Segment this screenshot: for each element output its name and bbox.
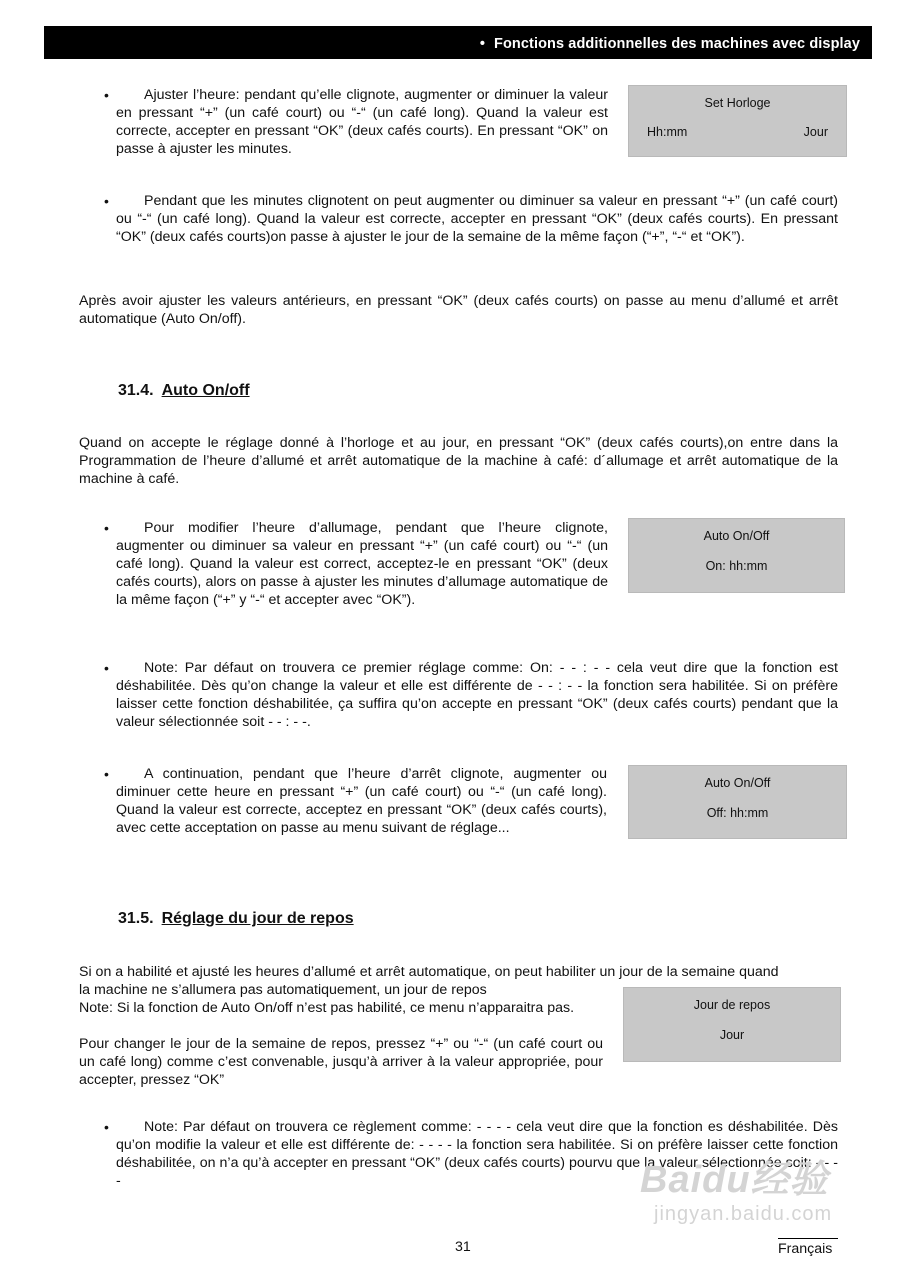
section-heading-auto-onoff [118,382,250,400]
paragraph-on-default-note-text: Note: Par défaut on trouvera ce premier réglage comme: On: - - : - - cela veut dire que la fonction est déshabilitée. Dès qu’on change la valeur et elle est différente de - - : - - la fonction sera habilitée. Si on préfère laisser cette fonction déshabilitée, ça suffira qu’on accepte en pressant “OK” (deux cafés courts) pendant que la valeur sélectionnée soit - - : - -. [116,660,838,730]
baidu-watermark [640,1158,832,1226]
paragraph-rest-day-note: Note: Si la fonction de Auto On/off n’est pas habilité, ce menu n’apparaitra pas. [79,1000,575,1016]
paragraph-off-time [116,765,607,837]
paragraph-adjust-hour-text: Ajuster l’heure: pendant qu’elle clignote, augmenter or diminuer la valeur en pressant “+” (un café court) ou “-“ (un café long). Quand la valeur est correcte, accepter en pressant “OK” (deux cafés courts). En pressant “OK” on passe à ajuster les minutes. [116,87,608,157]
bullet-marker: • [104,1119,109,1135]
display-line-2: Off: hh:mm [706,806,769,820]
display-line-2: Jour [719,1028,745,1042]
display-line-1: Set Horloge [704,96,771,110]
section-number: 31.5. [118,910,154,927]
bullet-marker: • [104,87,109,103]
display-line-1: Auto On/Off [704,776,771,790]
paragraph-minutes-text: Pendant que les minutes clignotent on peut augmenter ou diminuer sa valeur en pressant “+” (un café court) ou “-“ (un café long). Quand la valeur est correcte, accepter en pressant “OK” (deux cafés courts). En pressant “OK” (deux cafés courts)on passe à ajuster le jour de la semaine de la même façon (“+”, “-“ et “OK”). [116,193,838,245]
header-bullet: • [479,36,485,52]
header-title [480,35,860,53]
paragraph-adjust-hour [116,86,608,158]
footer-language: Français [778,1238,838,1258]
section-title: Réglage du jour de repos [161,910,354,927]
paragraph-on-default-note [116,659,838,731]
paragraph-off-time-text: A continuation, pendant que l’heure d’arrêt clignote, augmenter ou diminuer cette heure en pressant “+” (un café court) ou “-“ (un café long). Quand la valeur est correcte, acceptez en pressant “OK” (deux cafés courts), avec cette acceptation on passe au menu suivant de réglage... [116,766,607,836]
bullet-marker: • [104,193,109,209]
section-heading-rest-day [118,910,354,928]
bullet-marker: • [104,520,109,536]
paragraph-minutes [116,192,838,246]
paragraph-auto-onoff-intro: Quand on accepte le réglage donné à l’horloge et au jour, en pressant “OK” (deux cafés courts),on entre dans la Programmation de l’heure d’allumé et arrêt automatique de la machine à café: d´allumage et arrêt automatique de la machine à café. [79,435,838,487]
display-auto-on [628,518,845,593]
bullet-marker: • [104,766,109,782]
section-number: 31.4. [118,382,154,399]
display-line-1: Auto On/Off [703,529,770,543]
watermark-url: jingyan.baidu.com [654,1203,833,1225]
paragraph-on-time-text: Pour modifier l’heure d’allumage, pendant que l’heure clignote, augmenter ou diminuer sa valeur en pressant “+” (un café court) ou “-“ (un café long). Quand la valeur est correct, acceptez-le en pressant “OK” (deux cafés courts), alors on passe à ajuster les minutes d’allumage automatique de la même façon (“+” y “-“ et accepter avec “OK”). [116,520,608,608]
paragraph-rest-day-line-1: Si on a habilité et ajusté les heures d’allumé et arrêt automatique, on peut habiliter un jour de la semaine quand [79,964,779,980]
paragraph-after-adjust: Après avoir ajuster les valeurs antérieurs, en pressant “OK” (deux cafés courts) on passe au menu d’allumé et arrêt automatique (Auto On/off). [79,293,838,327]
header-title-text: Fonctions additionnelles des machines avec display [494,36,860,52]
paragraph-rest-default-note-text: Note: Par défaut on trouvera ce règlement comme: - - - - cela veut dire que la fonction es déshabilitée. Dès qu’on modifie la valeur et elle est différente de: - - - - la fonction sera habilitée. Si on préfère laisser cette fonction déshabilitée, on n’a qu’à accepter en pressant “OK” (deux cafés courts) pourvu que la valeur sélectionnée soit: - - - - [116,1119,838,1189]
paragraph-rest-day-line-2: la machine ne s’allumera pas automatiquement, un jour de repos [79,982,487,998]
bullet-marker: • [104,660,109,676]
display-auto-off [628,765,847,839]
display-day-field: Jour [803,125,828,139]
display-line-2: On: hh:mm [705,559,768,573]
page-number: 31 [455,1239,471,1255]
paragraph-rest-day-change: Pour changer le jour de la semaine de repos, pressez “+” ou “-“ (un café court ou un café long) comme c’est convenable, jusqu’à arriver à la valeur appropriée, pour accepter, pressez “OK” [79,1036,603,1088]
section-title: Auto On/off [161,382,250,399]
watermark-brand: Baidu经验 [640,1159,829,1201]
display-line-1: Jour de repos [693,998,771,1012]
display-set-horloge [628,85,847,157]
display-jour-de-repos [623,987,841,1062]
paragraph-on-time [116,519,608,609]
header-bar [44,26,872,59]
display-time-field: Hh:mm [647,125,688,139]
